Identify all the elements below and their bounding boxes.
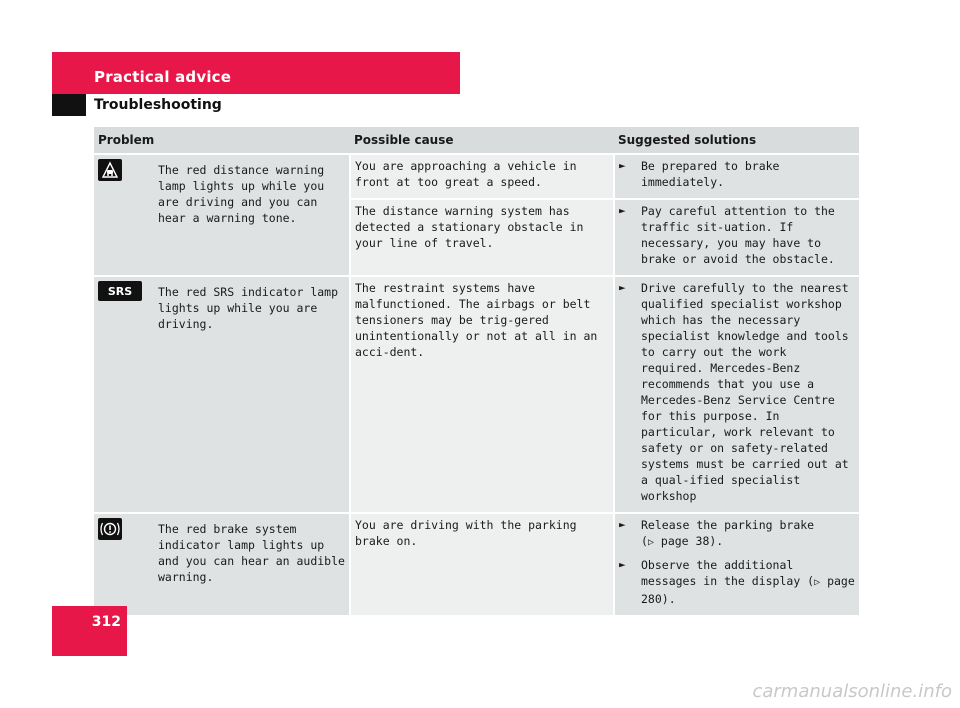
solution-cell [614, 276, 859, 513]
solution-item: ► Be prepared to brake immediately. [619, 159, 780, 189]
solution-cell [614, 513, 859, 616]
arrow-bullet-icon: ► [619, 558, 626, 571]
section-tab-marker [52, 94, 86, 116]
troubleshooting-table [94, 127, 859, 617]
page-number-box [52, 606, 127, 656]
arrow-bullet-icon: ► [619, 159, 626, 172]
brake-warning-lamp-icon [98, 518, 144, 540]
problem-cell [94, 276, 350, 513]
table-row [94, 513, 859, 616]
solution-item: ► Release the parking brake (▷ page 38). [619, 518, 815, 548]
cause-cell: You are approaching a vehicle in front at too great a speed. [350, 154, 614, 199]
section-title: Practical advice [94, 68, 232, 86]
srs-indicator-lamp-icon [98, 281, 144, 303]
problem-cell [94, 513, 350, 616]
problem-cell [94, 154, 350, 276]
solution-item: ► Pay careful attention to the traffic sit-uation. If necessary, you may have to brake or avoid the obstacle. [619, 204, 835, 266]
solution-cell [614, 199, 859, 276]
page-reference-icon: ▷ [814, 577, 821, 588]
page-reference-link[interactable]: page 280). [641, 574, 855, 606]
cause-cell: The restraint systems have malfunctioned. The airbags or belt tensioners may be trig-gered unintentionally or not at all in an acci-dent. [350, 276, 614, 513]
table-header-row [94, 127, 859, 154]
column-header-problem: Problem [94, 127, 350, 154]
solution-item: ► Drive carefully to the nearest qualified specialist workshop which has the necessary specialist knowledge and tools to carry out the work required. Mercedes-Benz recommends that you use a Mercedes-Benz Service Centre for this purpose. In particular, work relevant to safety or on safety-related systems must be carried out at a qual-ified specialist workshop [619, 281, 849, 503]
arrow-bullet-icon: ► [619, 518, 626, 531]
svg-text:SRS: SRS [107, 285, 133, 298]
arrow-bullet-icon: ► [619, 204, 626, 217]
subsection-title: Troubleshooting [94, 97, 222, 113]
solution-item: ► Observe the additional messages in the display (▷ page 280). [619, 558, 855, 606]
problem-text: The red SRS indicator lamp lights up while you are driving. [158, 285, 339, 331]
distance-warning-lamp-icon [98, 159, 144, 181]
arrow-bullet-icon: ► [619, 281, 626, 294]
solution-cell [614, 154, 859, 199]
table-row [94, 154, 859, 199]
page-number: 312 [91, 614, 121, 630]
cause-cell: The distance warning system has detected a stationary obstacle in your line of travel. [350, 199, 614, 276]
page-reference-icon: ▷ [647, 537, 654, 548]
table-row [94, 276, 859, 513]
watermark: carmanualsonline.info [752, 681, 952, 702]
problem-text: The red brake system indicator lamp lights up and you can hear an audible warning. [158, 522, 345, 584]
column-header-solutions: Suggested solutions [614, 127, 859, 154]
page-reference-link[interactable]: page 38). [660, 534, 724, 548]
cause-cell: You are driving with the parking brake on. [350, 513, 614, 616]
problem-text: The red distance warning lamp lights up while you are driving and you can hear a warning tone. [158, 163, 325, 225]
column-header-cause: Possible cause [350, 127, 614, 154]
